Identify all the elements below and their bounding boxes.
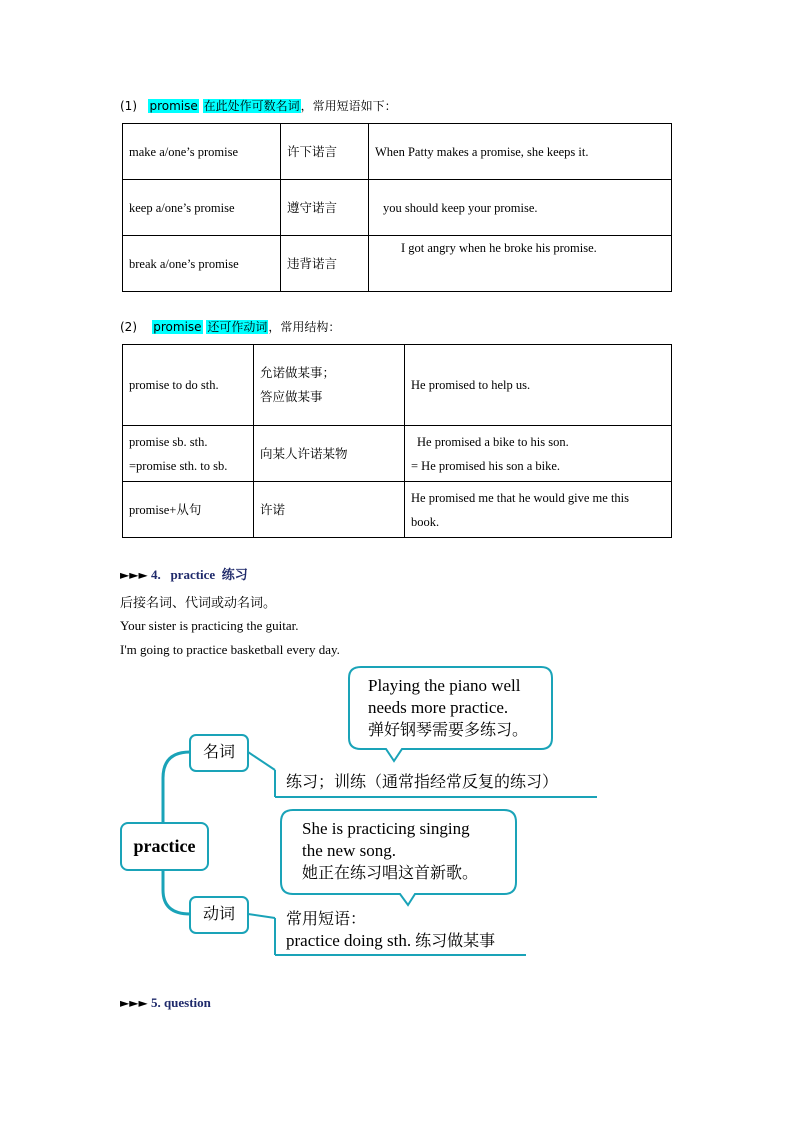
example-sentence: Your sister is practicing the guitar. [120,618,299,633]
phrase-cell: break a/one’s promise [123,236,281,292]
heading-question [120,995,211,1011]
verb-node-label: 动词 [202,904,235,923]
bubble-2-text [302,818,478,884]
section1-highlight-text: 在此处作可数名词 [203,99,300,113]
meaning-line: 答应做某事 [260,389,323,404]
section2-highlight-text: 还可作动词 [207,320,268,334]
bubble-line: 弹好钢琴需要多练习。 [368,720,529,739]
example-line: He promised a bike to his son. [417,434,569,449]
section1-word: promise [149,99,198,113]
usage-note: 后接名词、代词或动名词。 [120,596,277,611]
example-sentence: I'm going to practice basketball every day. [120,642,340,657]
phrase-line: promise sb. sth. [129,434,208,449]
verb-phrase-en: practice doing sth. [286,931,412,950]
section2-word: promise [153,320,202,334]
section1-rest-text: ，常用短语如下： [300,99,397,113]
bubble-1-text [368,675,528,741]
phrase-cell: make a/one’s promise [123,124,281,180]
phrase-line: =promise sth. to sb. [129,458,228,473]
verb-phrase-title: 常用短语： [286,909,367,928]
meaning-cell: 许下诺言 [281,124,369,180]
meaning-line: 允诺做某事； [260,365,336,380]
bubble-line: Playing the piano well [368,676,521,695]
verb-phrases [286,908,495,952]
meaning-cell: 向某人许诺某物 [254,426,405,482]
arrows-icon: ►►► [120,996,148,1010]
phrase-cell: keep a/one’s promise [123,180,281,236]
verb-phrase-line [286,930,495,952]
heading-word: practice [170,567,216,582]
example-line: = He promised his son a bike. [411,458,561,473]
bubble-line: the new song. [302,841,396,860]
verb-phrase-cn: 练习做某事 [415,931,496,950]
example-text: I got angry when he broke his promise. [401,241,597,255]
noun-meaning: 练习；训练（通常指经常反复的练习） [286,772,559,791]
example-line: He promised me that he would give me this [411,490,630,505]
meaning-cell: 遵守诺言 [281,180,369,236]
section2-rest-text: ，常用结构： [268,320,341,334]
arrows-icon: ►►► [120,568,148,582]
heading-cn: 练习 [221,568,248,583]
bubble-line: needs more practice. [368,698,509,717]
section2-number: (2) [120,320,137,334]
example-line: book. [411,514,440,529]
section1-number: (1) [120,99,137,113]
heading-number: 5. [150,995,161,1010]
bubble-line: 她正在练习唱这首新歌。 [302,863,479,882]
heading-number: 4. [150,567,161,582]
verb-link-line [248,914,275,918]
heading-word: question [163,995,211,1010]
noun-node-label: 名词 [202,742,235,761]
phrase-cell: promise+从句 [123,482,254,538]
bubble-line: She is practicing singing [302,819,470,838]
noun-link-line [248,752,275,770]
meaning-cell: 违背诺言 [281,236,369,292]
phrase-cell: promise to do sth. [123,345,254,426]
example-cell: When Patty makes a promise, she keeps it. [369,124,672,180]
center-node-label: practice [133,836,196,856]
example-cell: He promised to help us. [405,345,672,426]
meaning-cell: 许诺 [254,482,405,538]
example-text: you should keep your promise. [383,200,538,215]
